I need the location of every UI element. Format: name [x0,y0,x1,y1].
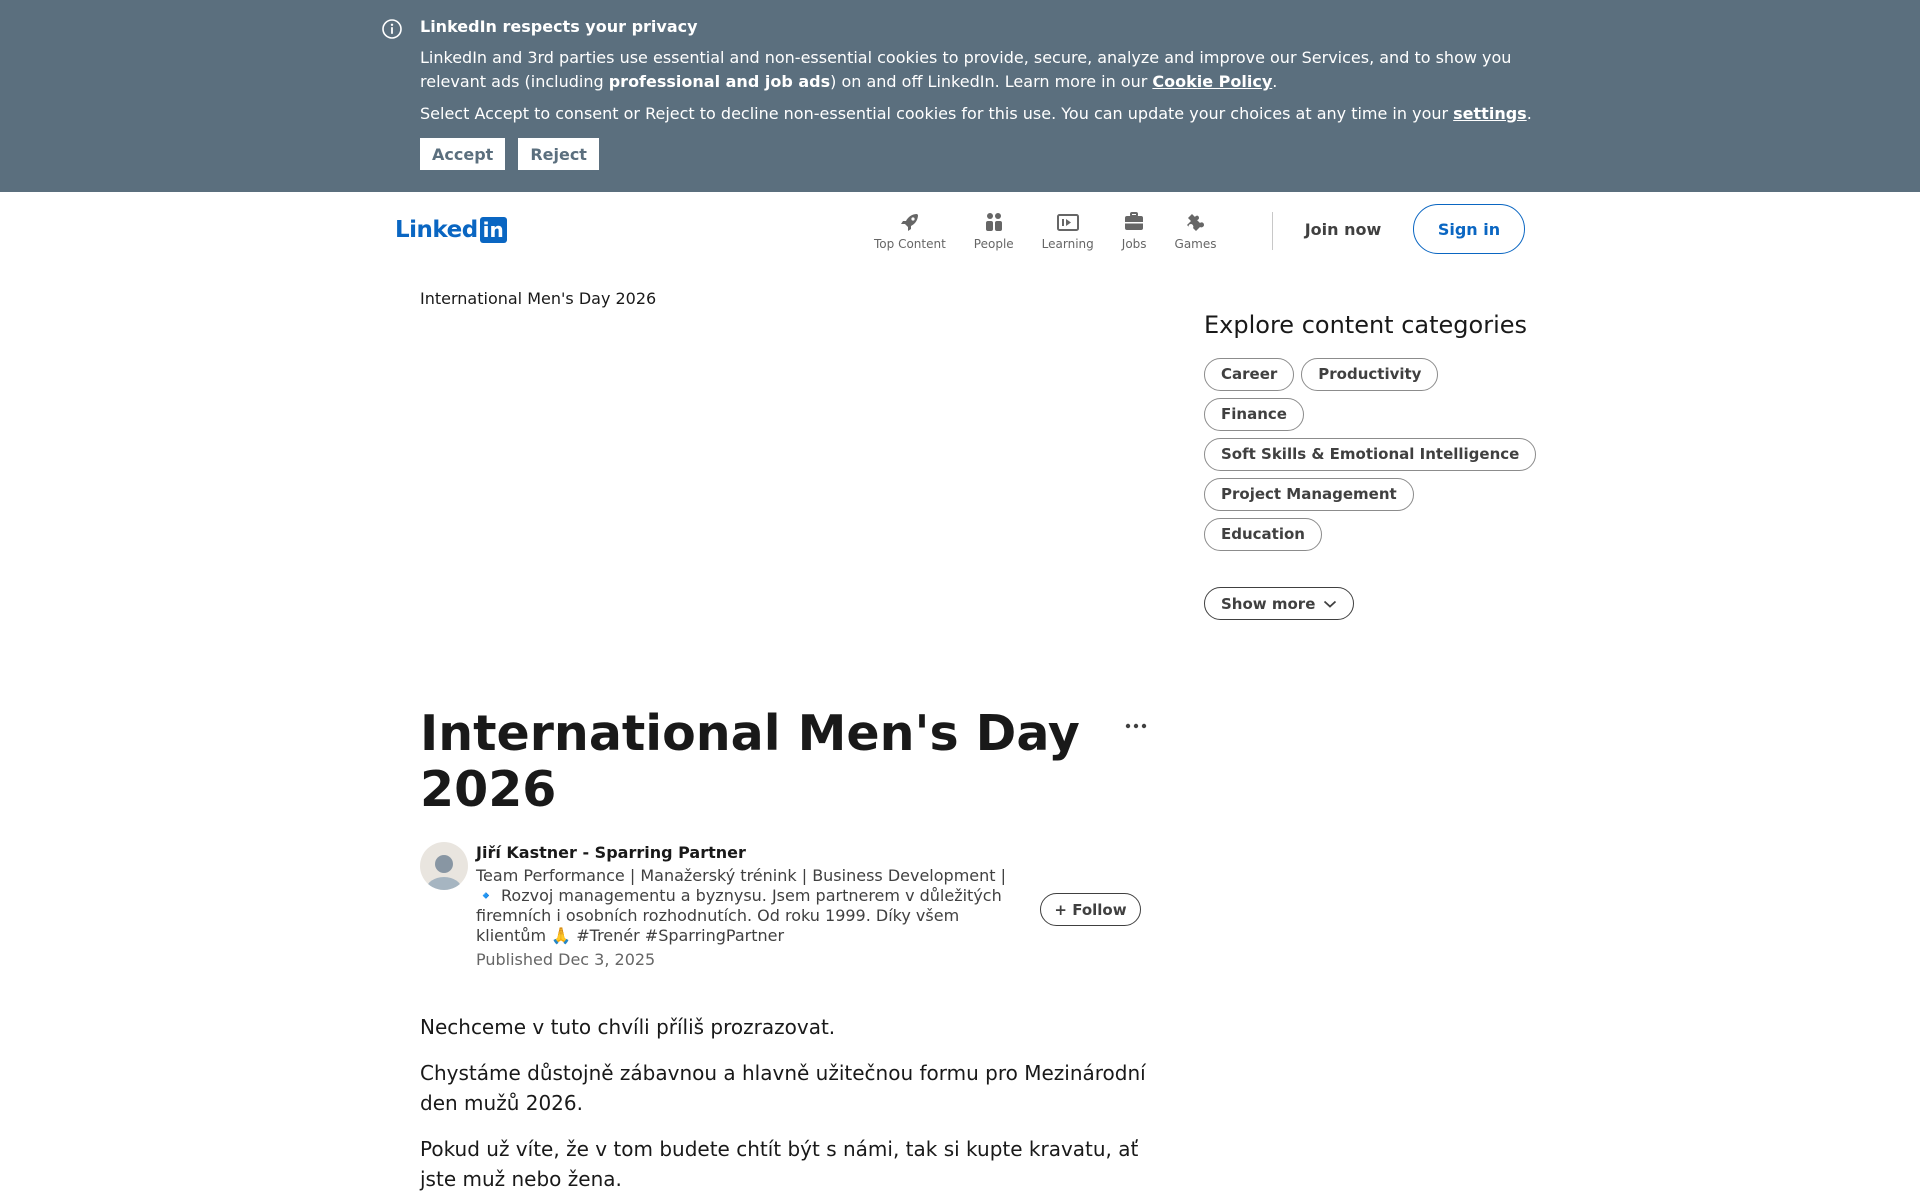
nav-top-content[interactable] [860,210,960,252]
reject-button[interactable]: Reject [518,138,599,170]
published-date: Published Dec 3, 2025 [476,950,656,969]
linkedin-logo[interactable] [395,217,507,243]
show-more-label: Show more [1221,594,1316,613]
settings-link[interactable]: settings [1453,104,1527,123]
video-play-icon [1056,210,1080,234]
category-chip-soft-skills[interactable]: Soft Skills & Emotional Intelligence [1204,438,1536,471]
nav-label: Jobs [1121,237,1147,251]
nav-games[interactable] [1161,210,1231,252]
avatar[interactable] [420,842,468,890]
article-paragraph: Chystáme důstojně zábavnou a hlavně užitečnou formu pro Mezinárodní den mužů 2026. [420,1061,1146,1115]
nav-learning[interactable] [1028,210,1108,252]
people-icon [982,210,1006,234]
more-options-icon[interactable] [1120,714,1152,738]
join-now-button[interactable]: Join now [1290,204,1396,254]
article [420,288,1150,1191]
accept-button[interactable]: Accept [420,138,505,170]
category-chip-education[interactable]: Education [1204,518,1322,551]
category-chip-productivity[interactable]: Productivity [1301,358,1438,391]
cookie-banner-text-2 [420,102,1541,126]
nav-label: People [973,237,1014,251]
category-chip-career[interactable]: Career [1204,358,1294,391]
show-more-button[interactable] [1204,587,1354,620]
cookie-text-part: . [1526,104,1532,123]
rocket-icon [898,210,922,234]
nav-label: Top Content [874,237,946,251]
info-icon [381,18,403,40]
sign-in-button[interactable]: Sign in [1413,204,1525,254]
article-body [420,1012,1150,1200]
briefcase-icon [1122,210,1146,234]
category-chip-project-management[interactable]: Project Management [1204,478,1414,511]
top-nav-bar [0,192,1920,268]
category-chips [1204,358,1534,558]
follow-button[interactable]: + Follow [1040,893,1141,926]
author-name[interactable]: Jiří Kastner - Sparring Partner [476,843,746,862]
puzzle-icon [1184,210,1208,234]
cookie-text-bold: professional and job ads [608,72,831,91]
cookie-banner-text [420,46,1541,94]
sidebar-title: Explore content categories [1204,311,1528,339]
article-paragraph: Nechceme v tuto chvíli příliš prozrazovat. [420,1015,836,1039]
cookie-text-part: . [1272,72,1278,91]
article-title: International Men's Day 2026 [420,705,1080,818]
hero-image [420,288,1150,690]
explore-sidebar [1204,310,1534,620]
article-paragraph: Pokud už víte, že v tom budete chtít být s námi, tak si kupte kravatu, ať jste muž nebo žena. [420,1137,1139,1191]
cookie-banner [0,0,1920,192]
logo-text: Linked [395,217,478,243]
cookie-policy-link[interactable]: Cookie Policy [1152,72,1273,91]
nav-people[interactable] [960,210,1028,252]
nav-jobs[interactable] [1108,210,1161,252]
logo-in-badge: in [480,217,507,243]
chevron-down-icon [1323,599,1337,609]
author-headline: Team Performance | Manažerský trénink | Business Development | 🔹 Rozvoj managementu a byznysu. Jsem partnerem v důležitých firemních i osobních rozhodnutích. Od roku 1999. Díky všem klientům 🙏 #Trenér #SparringPartner [476,866,1007,945]
cookie-text-part: ) on and off LinkedIn. Learn more in our [830,72,1153,91]
main-nav [860,210,1231,252]
hero-image-alt-text: International Men's Day 2026 [420,289,657,308]
category-chip-finance[interactable]: Finance [1204,398,1304,431]
cookie-text-part: LinkedIn and 3rd parties use essential and non-essential cookies to provide, secure, analyze and improve our Services, and to show you relevant ads (including [420,48,1512,91]
nav-label: Learning [1041,237,1094,251]
nav-divider [1272,212,1273,250]
nav-label: Games [1174,237,1217,251]
cookie-banner-title: LinkedIn respects your privacy [420,17,698,36]
cookie-text-part: Select Accept to consent or Reject to decline non-essential cookies for this use. You can update your choices at any time in your [420,104,1454,123]
